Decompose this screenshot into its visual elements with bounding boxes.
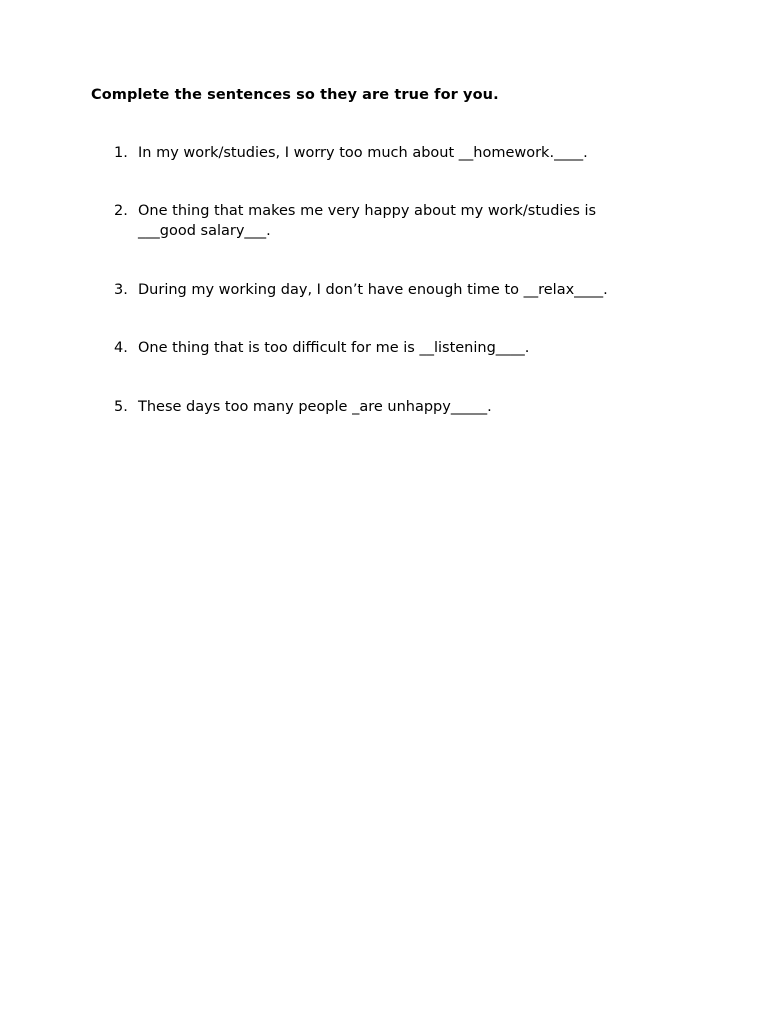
item-text: In my work/studies, I worry too much about __homework.____. [138,145,588,161]
list-item [114,397,674,417]
item-text: One thing that is too difficult for me is __listening____. [138,340,530,356]
list-item [114,143,674,163]
list-item [114,201,674,241]
list-item [114,280,674,300]
instructions-heading: Complete the sentences so they are true for you. [91,87,499,103]
item-text: During my working day, I don’t have enough time to __relax____. [138,282,608,298]
item-text: These days too many people _are unhappy_____. [138,399,492,415]
item-number: 1. [114,145,128,161]
item-number: 5. [114,399,128,415]
item-text: One thing that makes me very happy about my work/studies is ___good salary___. [138,203,597,239]
item-number: 4. [114,340,128,356]
item-number: 2. [114,203,128,219]
list-item [114,338,674,358]
item-number: 3. [114,282,128,298]
